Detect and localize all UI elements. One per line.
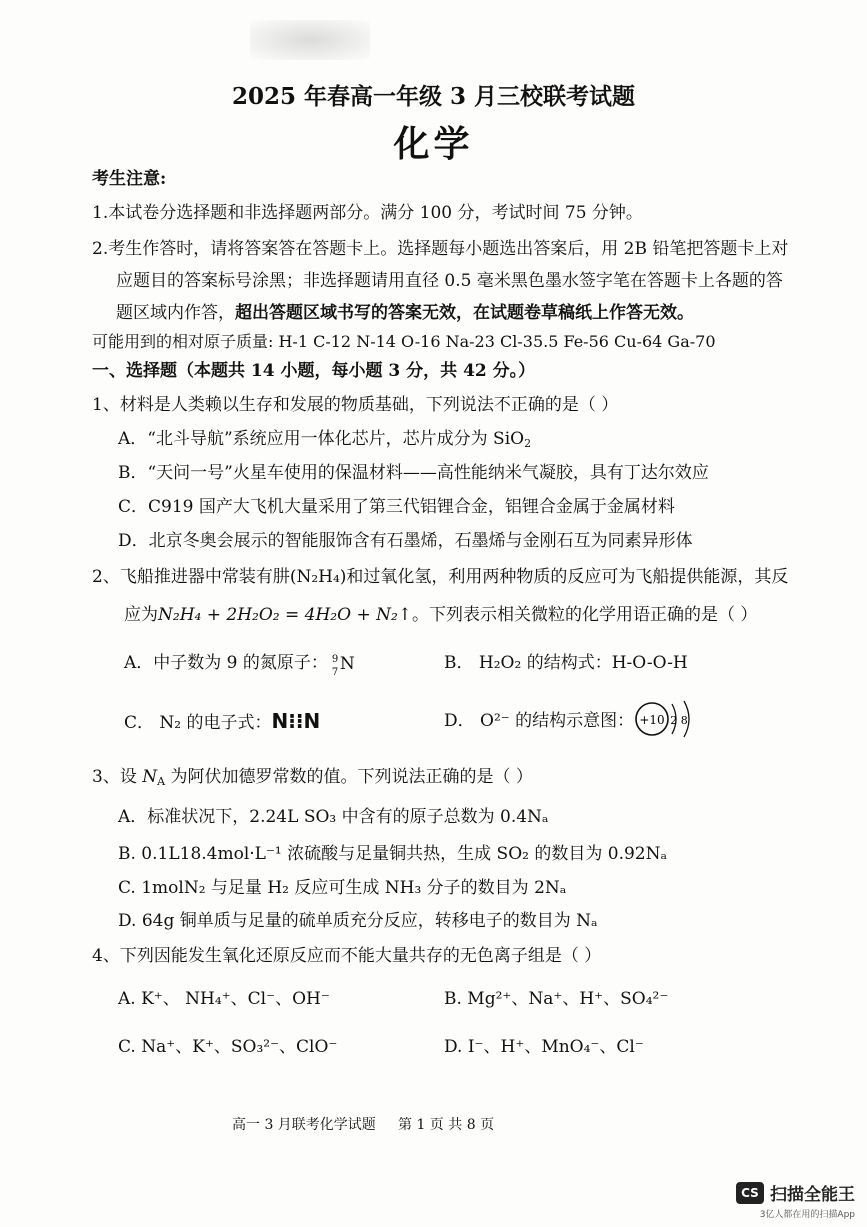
q3-na-symbol: N	[142, 767, 158, 787]
atomic-mass-list: 可能用到的相对原子质量: H-1 C-12 N-14 O-16 Na-23 Cl-35.5 Fe-56 Cu-64 Ga-70	[92, 332, 716, 351]
q4-option-a: A. K⁺、 NH₄⁺、Cl⁻、OH⁻	[118, 989, 330, 1009]
q2-line-2	[124, 604, 757, 626]
q1-option-c: C．C919 国产大飞机大量采用了第三代铝锂合金，铝锂合金属于金属材料	[118, 497, 675, 517]
scan-smudge	[250, 20, 370, 60]
exam-title: 2025 年春高一年级 3 月三校联考试题	[231, 83, 636, 110]
notice-item-2-line-3-a: 题区域内作答，	[116, 303, 235, 323]
notice-item-2-line-3-b: 超出答题区域书写的答案无效，在试题卷草稿纸上作答无效。	[235, 303, 694, 323]
n2-electron-formula: N⁝⁝N	[271, 709, 321, 733]
nucleus-charge: +10	[639, 713, 665, 727]
q1-option-a-sub: 2	[524, 437, 532, 450]
q1-option-a	[118, 428, 531, 450]
q3-stem	[92, 766, 533, 788]
q2-equation: N₂H₄ + 2H₂O₂ = 4H₂O + N₂↑	[158, 605, 413, 625]
q2-option-c-text: C． N₂ 的电子式：	[124, 713, 272, 733]
q2-option-c	[124, 710, 320, 734]
q3-stem-pre: 3、设	[92, 767, 143, 787]
q1-stem: 1、材料是人类赖以生存和发展的物质基础，下列说法不正确的是（ ）	[92, 395, 619, 415]
q3-option-d: D. 64g 铜单质与足量的硫单质充分反应，转移电子的数目为 Nₐ	[118, 911, 598, 931]
q3-stem-post: 为阿伏加德罗常数的值。下列说法正确的是（ ）	[165, 767, 533, 787]
footer-exam-name: 高一 3 月联考化学试题	[232, 1117, 376, 1133]
q2-option-a-text: A．中子数为 9 的氮原子：	[124, 653, 328, 673]
electron-shell-counts: 2 8	[670, 714, 688, 727]
q3-option-b: B. 0.1L18.4mol·L⁻¹ 浓硫酸与足量铜共热，生成 SO₂ 的数目为 0.92Nₐ	[118, 844, 668, 864]
scanner-app-name: 扫描全能王	[770, 1185, 855, 1205]
q1-option-b: B．“天问一号”火星车使用的保温材料——高性能纳米气凝胶，具有丁达尔效应	[118, 463, 709, 483]
q2-line-2-post: 。下列表示相关微粒的化学用语正确的是（ ）	[412, 605, 758, 625]
q1-option-d: D．北京冬奥会展示的智能服饰含有石墨烯，石墨烯与金刚石互为同素异形体	[118, 531, 693, 551]
q3-option-c: C. 1molN₂ 与足量 H₂ 反应可生成 NH₃ 分子的数目为 2Nₐ	[118, 878, 567, 898]
q4-stem: 4、下列因能发生氧化还原反应而不能大量共存的无色离子组是（ ）	[92, 946, 602, 966]
q3-option-a: A．标准状况下，2.24L SO₃ 中含有的原子总数为 0.4Nₐ	[118, 807, 549, 827]
q2-line-2-pre: 应为	[124, 605, 158, 625]
section-1-heading: 一、选择题（本题共 14 小题，每小题 3 分，共 42 分。）	[92, 361, 536, 381]
nitrogen-isotope-symbol	[328, 653, 355, 678]
isotope-mass-number: 9	[331, 653, 339, 665]
q3-na-sub: A	[157, 775, 166, 788]
notice-heading: 考生注意:	[92, 169, 167, 189]
scanner-watermark	[736, 1180, 855, 1205]
notice-item-2-line-3	[116, 302, 694, 324]
notice-item-2-line-1: 2.考生作答时，请将答案答在答题卡上。选择题每小题选出答案后，用 2B 铅笔把答题卡上对	[92, 239, 789, 259]
q2-option-b: B． H₂O₂ 的结构式：H-O-O-H	[444, 653, 688, 673]
q1-option-a-text: A．“北斗导航”系统应用一体化芯片，芯片成分为 SiO	[118, 429, 525, 449]
isotope-element: N	[339, 653, 355, 674]
oxygen-ion-structure-diagram	[632, 696, 696, 742]
isotope-atomic-number: 7	[331, 666, 339, 678]
notice-item-2-line-2: 应题目的答案标号涂黑；非选择题请用直径 0.5 毫米黑色墨水签字笔在答题卡上各题的答	[116, 271, 783, 291]
q2-option-d-text: D． O²⁻ 的结构示意图：	[444, 711, 635, 731]
notice-item-1: 1.本试卷分选择题和非选择题两部分。满分 100 分，考试时间 75 分钟。	[92, 203, 643, 223]
q2-option-a	[124, 652, 355, 678]
scanner-tagline: 3亿人都在用的扫描App	[759, 1210, 855, 1220]
q2-option-d	[444, 710, 634, 732]
subject-title: 化学	[393, 123, 474, 165]
q2-line-1: 2、飞船推进器中常装有肼(N₂H₄)和过氧化氢，利用两种物质的反应可为飞船提供能源，其反	[92, 567, 789, 587]
q4-option-c: C. Na⁺、K⁺、SO₃²⁻、ClO⁻	[118, 1037, 338, 1057]
q4-option-b: B. Mg²⁺、Na⁺、H⁺、SO₄²⁻	[444, 989, 669, 1009]
footer-page-number: 第 1 页 共 8 页	[398, 1117, 495, 1133]
q4-option-d: D. I⁻、H⁺、MnO₄⁻、Cl⁻	[444, 1037, 644, 1057]
scanner-logo-icon: CS	[736, 1182, 764, 1204]
